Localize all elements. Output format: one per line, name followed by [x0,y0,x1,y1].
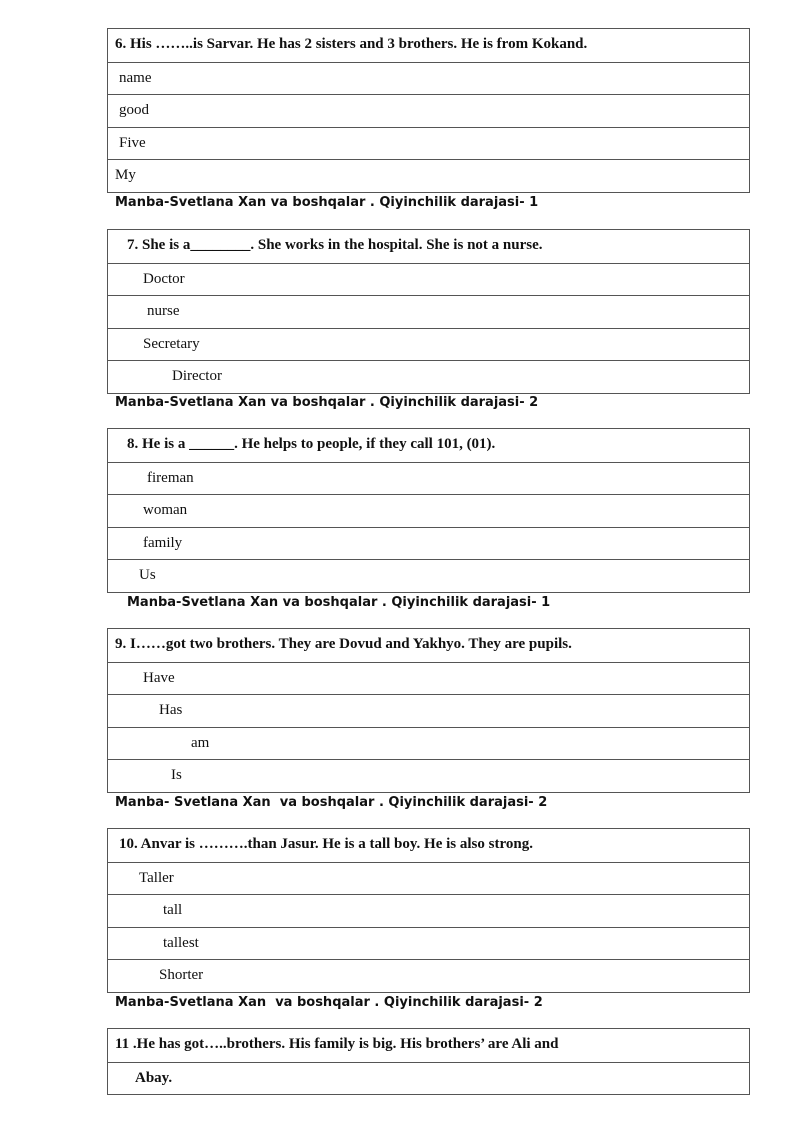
option-label: Secretary [143,335,200,352]
answer-option-b[interactable] [108,494,749,527]
question-table-10 [107,828,750,993]
source-line: Manba- Svetlana Xan va boshqalar . Qiyinchilik darajasi- 2 [115,795,548,810]
option-label: fireman [147,469,194,486]
question-text: 9. I……got two brothers. They are Dovud and Yakhyo. They are pupils. [115,636,572,652]
answer-option-b[interactable] [108,694,749,727]
answer-option-a[interactable] [108,62,749,95]
answer-option-c[interactable] [108,927,749,960]
option-label: nurse [147,303,180,319]
answer-option-b[interactable] [108,94,749,127]
source-line: Manba-Svetlana Xan va boshqalar . Qiyinchilik darajasi- 2 [115,995,543,1010]
question-row [108,230,749,263]
question-row [108,829,749,862]
question-row-continued [108,1062,749,1095]
option-label: Taller [139,869,174,886]
option-label: Director [172,368,222,384]
option-label: good [119,102,149,118]
option-label: name [119,69,152,86]
question-table-8 [107,428,750,593]
question-table-11 [107,1028,750,1095]
question-text: 7. She is a________. She works in the hospital. She is not a nurse. [127,237,543,253]
option-label: tallest [163,934,199,951]
option-label: Shorter [159,967,204,983]
question-table-6 [107,28,750,193]
option-label: Have [143,669,175,686]
question-row [108,1029,749,1062]
answer-option-b[interactable] [108,295,749,328]
answer-option-c[interactable] [108,527,749,560]
question-table-7 [107,229,750,394]
question-text-continued: Abay. [135,1069,173,1086]
answer-option-d[interactable] [108,959,749,992]
question-row [108,429,749,462]
question-text: 6. His ……..is Sarvar. He has 2 sisters and 3 brothers. He is from Kokand. [115,36,588,52]
answer-option-d[interactable] [108,360,749,393]
option-label: Us [139,567,156,583]
question-row [108,629,749,662]
answer-option-c[interactable] [108,127,749,160]
option-label: am [191,734,210,751]
question-table-9 [107,628,750,793]
question-text: 10. Anvar is ……….than Jasur. He is a tall boy. He is also strong. [119,836,533,852]
answer-option-c[interactable] [108,328,749,361]
question-row [108,29,749,62]
answer-option-b[interactable] [108,894,749,927]
answer-option-d[interactable] [108,559,749,592]
option-label: My [115,167,136,183]
option-label: Has [159,702,183,718]
option-label: Five [119,134,146,151]
source-line: Manba-Svetlana Xan va boshqalar . Qiyinchilik darajasi- 1 [127,595,551,610]
answer-option-a[interactable] [108,263,749,296]
answer-option-a[interactable] [108,462,749,495]
answer-option-d[interactable] [108,759,749,792]
question-text: 11 .He has got…..brothers. His family is big. His brothers’ are Ali and [115,1036,559,1052]
answer-option-a[interactable] [108,862,749,895]
answer-option-d[interactable] [108,159,749,192]
answer-option-c[interactable] [108,727,749,760]
option-label: Is [171,767,182,783]
option-label: Doctor [143,270,185,287]
option-label: family [143,534,183,551]
option-label: woman [143,502,188,518]
question-text: 8. He is a ______. He helps to people, if they call 101, (01). [127,436,496,452]
source-line: Manba-Svetlana Xan va boshqalar . Qiyinchilik darajasi- 2 [115,395,539,410]
option-label: tall [163,902,183,918]
source-line: Manba-Svetlana Xan va boshqalar . Qiyinchilik darajasi- 1 [115,195,539,210]
answer-option-a[interactable] [108,662,749,695]
